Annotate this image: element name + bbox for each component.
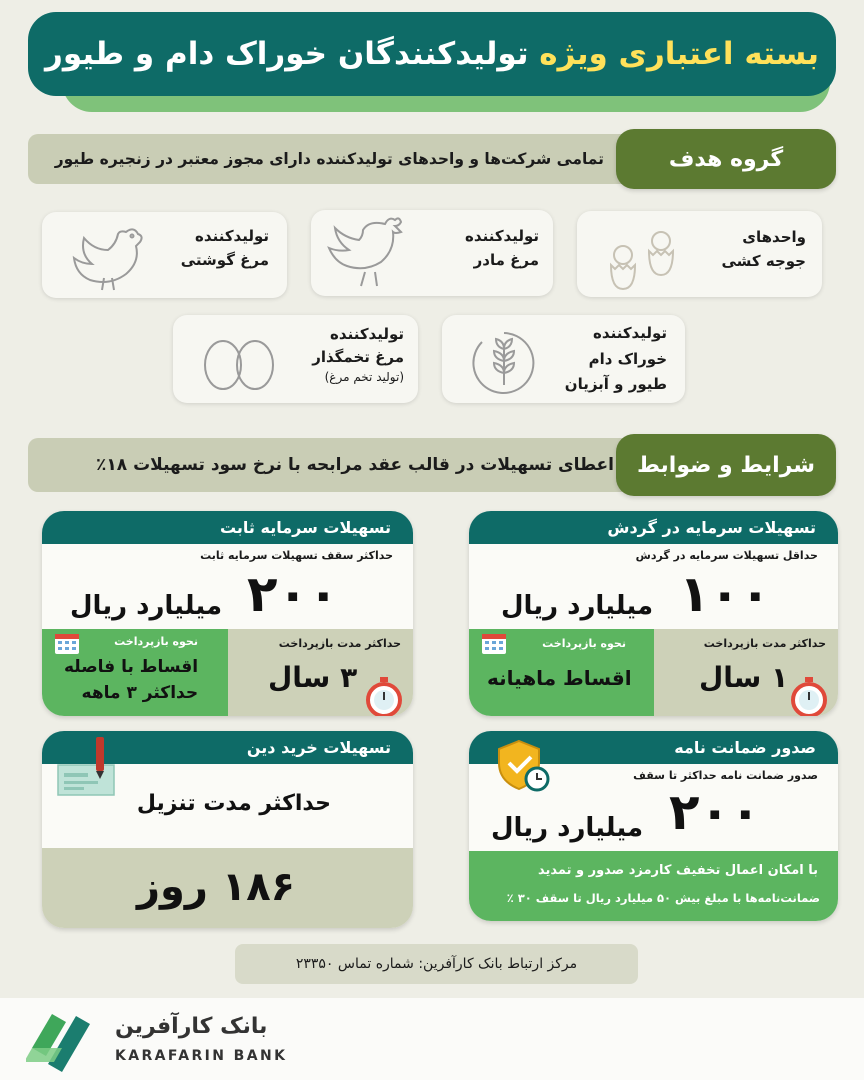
- guarantee-note1: با امکان اعمال تخفیف کارمزد صدور و تمدید: [537, 863, 818, 878]
- stopwatch-icon: [787, 675, 831, 716]
- target-card-broiler-text: تولیدکننده مرغ گوشتی: [180, 227, 269, 269]
- fixed-capital-title: تسهیلات سرمایه ثابت: [219, 518, 391, 537]
- working-capital-subtitle: حداقل تسهیلات سرمایه در گردش: [635, 549, 818, 562]
- target-card-feed: [442, 315, 685, 403]
- cheque-pen-icon: [54, 733, 124, 799]
- target-card-hatchery: [577, 211, 822, 297]
- eggs-icon: [199, 331, 279, 393]
- target-card-broiler: [42, 212, 287, 298]
- target-group-label-text: گروه هدف: [668, 146, 784, 172]
- working-capital-repay-value: اقساط ماهیانه: [487, 666, 632, 690]
- working-capital-term-label: حداکثر مدت بازپرداخت: [703, 637, 826, 650]
- working-capital-repay-label: نحوه بازپرداخت: [542, 637, 626, 650]
- working-capital-unit: میلیارد ریال: [501, 591, 654, 621]
- wheat-icon: [468, 327, 540, 399]
- fixed-capital-header: [42, 511, 413, 544]
- rooster-icon: [321, 214, 417, 294]
- conditions-label: [616, 434, 836, 496]
- debt-purchase-term-label: حداکثر مدت تنزیل: [136, 791, 331, 816]
- target-card-hatchery-text: واحدهای جوجه کشی: [721, 228, 806, 270]
- guarantee-card: [469, 731, 838, 921]
- debt-purchase-card: [42, 731, 413, 928]
- working-capital-card: [469, 511, 838, 716]
- fixed-capital-repay-value: [64, 655, 198, 706]
- guarantee-title: صدور ضمانت نامه: [674, 738, 816, 757]
- calendar-icon: [481, 631, 507, 655]
- fixed-capital-term-value: ۳ سال: [268, 661, 358, 694]
- page-title: [45, 36, 819, 72]
- footer: [0, 998, 864, 1080]
- conditions-description: اعطای تسهیلات در قالب عقد مرابحه با نرخ سود تسهیلات ۱۸٪: [96, 455, 614, 475]
- target-group-description: تمامی شرکت‌ها و واحدهای تولیدکننده دارای مجوز معتبر در زنجیره طیور: [54, 150, 604, 168]
- chicken-icon: [64, 218, 152, 296]
- fixed-capital-card: [42, 511, 413, 716]
- debt-purchase-term-value: ۱۸۶ روز: [137, 864, 296, 910]
- working-capital-amount: ۱۰۰: [679, 565, 771, 623]
- brand-name-fa: بانک کارآفرین: [115, 1014, 268, 1039]
- page-header: [28, 12, 836, 96]
- hatching-chick-icon: [599, 217, 691, 295]
- page-title-highlight: بسته اعتباری ویژه: [539, 36, 819, 72]
- target-card-breeder: [311, 210, 553, 296]
- shield-check-icon: [495, 737, 551, 793]
- stopwatch-icon: [362, 675, 406, 716]
- fixed-capital-repay-label: نحوه بازپرداخت: [114, 635, 198, 648]
- target-card-layer-text: تولیدکننده مرغ تخمگذار (تولید تخم مرغ): [312, 325, 404, 384]
- guarantee-unit: میلیارد ریال: [491, 813, 644, 843]
- karafarin-logo-icon: [26, 1008, 96, 1074]
- brand-name-en: KARAFARIN BANK: [115, 1048, 288, 1064]
- fixed-capital-amount: ۲۰۰: [247, 565, 339, 623]
- target-group-label: [616, 129, 836, 189]
- working-capital-term-value: ۱ سال: [699, 661, 789, 694]
- guarantee-note2: ضمانت‌نامه‌ها با مبلغ بیش ۵۰ میلیارد ریال تا سقف ۳۰ ٪: [506, 891, 820, 905]
- contact-bar: [235, 944, 638, 984]
- fixed-capital-term-label: حداکثر مدت بازپرداخت: [278, 637, 401, 650]
- fixed-capital-repay-line1: اقساط با فاصله: [64, 657, 199, 677]
- guarantee-note-box: [469, 851, 838, 921]
- target-card-breeder-text: تولیدکننده مرغ مادر: [465, 227, 539, 269]
- target-card-layer: [173, 315, 418, 403]
- fixed-capital-subtitle: حداکثر سقف تسهیلات سرمایه ثابت: [200, 549, 393, 562]
- working-capital-title: تسهیلات سرمایه در گردش: [607, 518, 816, 537]
- calendar-icon: [54, 631, 80, 655]
- guarantee-amount: ۲۰۰: [669, 783, 761, 841]
- page-title-main: تولیدکنندگان خوراک دام و طیور: [45, 36, 529, 72]
- contact-text: مرکز ارتباط بانک کارآفرین: شماره تماس ۲۳۳۵۰: [295, 956, 578, 972]
- working-capital-header: [469, 511, 838, 544]
- fixed-capital-unit: میلیارد ریال: [70, 591, 223, 621]
- target-card-feed-text: تولیدکننده خوراک دام طیور و آبزیان: [564, 324, 667, 393]
- conditions-label-text: شرایط و ضوابط: [636, 452, 816, 478]
- debt-purchase-title: تسهیلات خرید دین: [246, 738, 391, 757]
- fixed-capital-repay-line2: حداکثر ۳ ماهه: [81, 682, 199, 703]
- guarantee-subtitle: صدور ضمانت نامه حداکثر تا سقف: [633, 769, 818, 782]
